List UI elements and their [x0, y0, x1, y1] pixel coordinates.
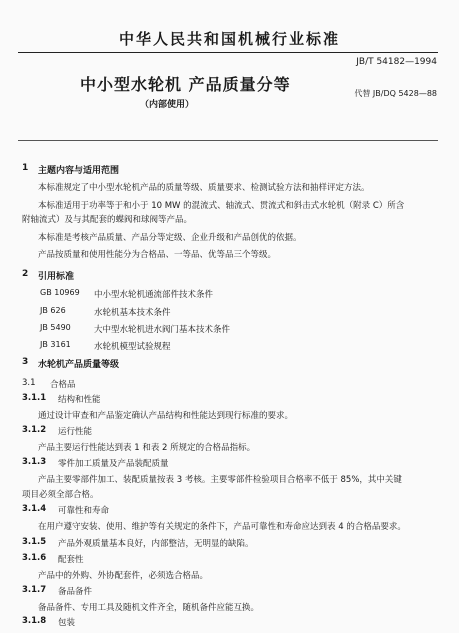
standard-org-header: 中华人民共和国机械行业标准 — [118, 30, 340, 48]
reference-name: 大中型水轮机进水阀门基本技术条件 — [94, 325, 231, 335]
reference-code: JB 5490 — [40, 323, 71, 332]
clause-3-1-1-number: 3.1.1 — [22, 393, 47, 403]
clause-3-1-4-text: 在用户遵守安装、使用、维护等有关规定的条件下，产品可靠性和寿命应达到表 4 的合格品要求。 — [38, 522, 406, 532]
section-2-title: 引用标准 — [38, 272, 75, 282]
section-1-paragraph-3: 本标准是考核产品质量、产品分等定级、企业升级和产品创优的依据。 — [38, 233, 302, 243]
clause-3-1-2-title: 运行性能 — [58, 427, 93, 437]
section-1-title: 主题内容与适用范围 — [38, 166, 120, 176]
section-2-number: 2 — [22, 269, 29, 279]
reference-name: 中小型水轮机通流部件技术条件 — [94, 290, 214, 300]
clause-3-1-7-number: 3.1.7 — [22, 585, 47, 595]
reference-code: JB 626 — [40, 306, 66, 315]
clause-3-1-8-title: 包装 — [58, 618, 76, 628]
clause-3-1-6-text: 产品中的外购、外协配套件，必须选合格品。 — [38, 571, 209, 581]
reference-code: GB 10969 — [40, 288, 80, 297]
standard-number: JB/T 54182—1994 — [356, 57, 437, 67]
clause-3-1-3-number: 3.1.3 — [22, 457, 47, 467]
document-title: 中小型水轮机 产品质量分等 — [80, 75, 291, 94]
clause-3-1-2-number: 3.1.2 — [22, 425, 47, 435]
clause-3-1-3-text-a: 产品主要零部件加工、装配质量按表 3 考核。主要零部件检验项目合格率不低于 85%，其中关键 — [38, 475, 402, 485]
clause-3-1-4-title: 可靠性和寿命 — [58, 506, 110, 516]
replaced-standard-number: 代替 JB/DQ 5428—88 — [354, 89, 437, 98]
clause-3-1-8-number: 3.1.8 — [22, 616, 47, 626]
reference-code: JB 3161 — [40, 340, 71, 349]
clause-3-1-3-title: 零件加工质量及产品装配质量 — [58, 459, 169, 469]
section-3-number: 3 — [22, 357, 29, 367]
clause-3-1-2-text: 产品主要运行性能达到表 1 和表 2 所规定的合格品指标。 — [38, 443, 256, 453]
clause-3-1-3-text-b: 项目必须全部合格。 — [22, 490, 99, 500]
section-1-paragraph-2b: 附轴流式）及与其配套的蝶阀和球阀等产品。 — [22, 215, 193, 225]
section-1-paragraph-1: 本标准规定了中小型水轮机产品的质量等级、质量要求、检测试验方法和抽样评定方法。 — [38, 183, 370, 193]
header-rule — [18, 52, 438, 53]
clause-3-1-6-title: 配套性 — [58, 555, 84, 565]
clause-3-1-title: 合格品 — [50, 380, 76, 390]
clause-3-1-4-number: 3.1.4 — [22, 504, 47, 514]
clause-3-1-5-text: 产品外观质量基本良好，内部整洁，无明显的缺陷。 — [58, 539, 254, 549]
clause-3-1-1-title: 结构和性能 — [58, 395, 101, 405]
clause-3-1-1-text: 通过设计审查和产品鉴定确认产品结构和性能达到现行标准的要求。 — [38, 411, 294, 421]
section-1-paragraph-4: 产品按质量和使用性能分为合格品、一等品、优等品三个等级。 — [38, 250, 277, 260]
section-1-number: 1 — [22, 163, 29, 173]
document-subtitle: （内部使用） — [140, 100, 195, 110]
clause-3-1-number: 3.1 — [22, 378, 36, 388]
section-3-title: 水轮机产品质量等级 — [38, 360, 120, 370]
clause-3-1-5-number: 3.1.5 — [22, 537, 47, 547]
reference-name: 水轮机模型试验规程 — [94, 342, 171, 352]
section-1-paragraph-2a: 本标准适用于功率等于和小于 10 MW 的混流式、轴流式、贯流式和斜击式水轮机（附录 C）所含 — [38, 201, 405, 211]
clause-3-1-6-number: 3.1.6 — [22, 553, 47, 563]
reference-name: 水轮机基本技术条件 — [94, 308, 171, 318]
title-rule — [18, 140, 438, 141]
clause-3-1-7-text: 备品备件、专用工具及随机文件齐全，随机备件应能互换。 — [38, 603, 260, 613]
clause-3-1-7-title: 备品备件 — [58, 587, 93, 597]
